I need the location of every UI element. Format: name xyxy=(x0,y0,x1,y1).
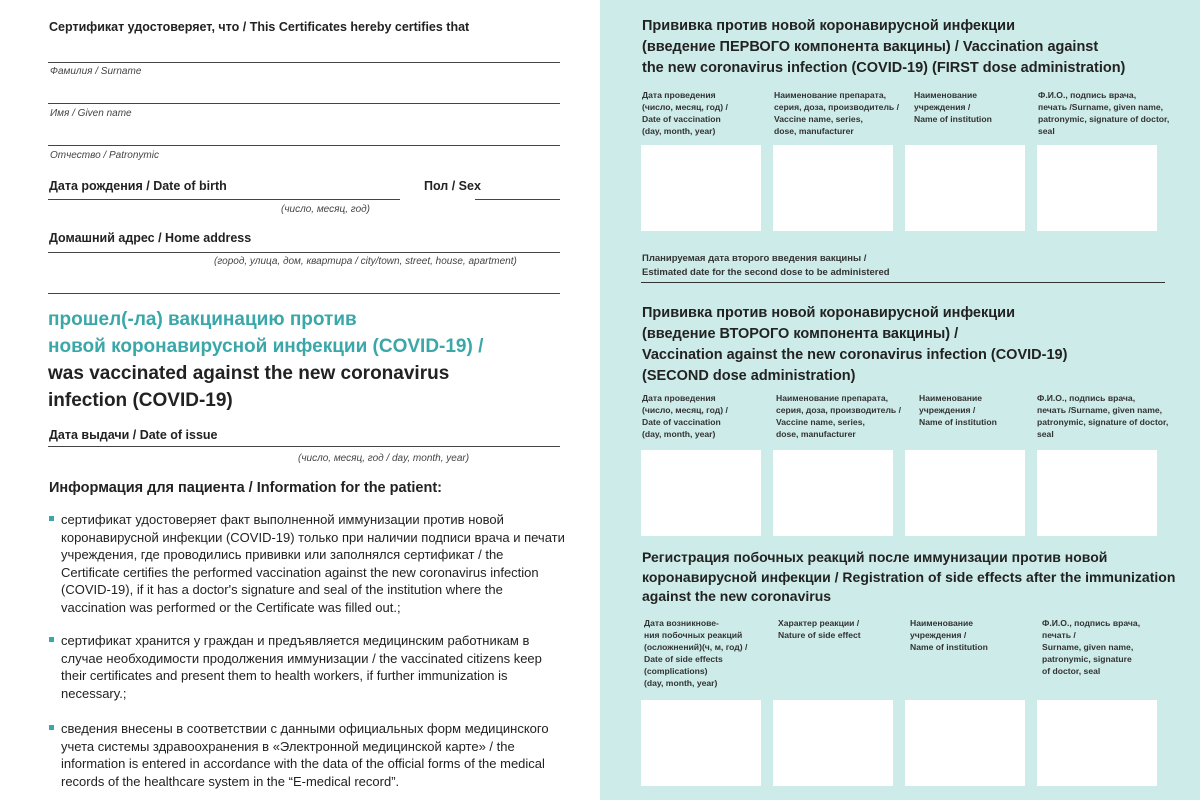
second-dose-vaccine-box xyxy=(773,450,893,536)
sex-line xyxy=(475,199,560,200)
first-dose-doctor-box xyxy=(1037,145,1157,231)
first-dose-col-vaccine: Наименование препарата, серия, доза, производитель / Vaccine name, series, dose, manufacturer xyxy=(774,90,899,136)
patient-info-title: Информация для пациента / Information for the patient: xyxy=(49,480,443,496)
side-effects-col-doctor: Ф.И.О., подпись врача, печать / Surname, given name, patronymic, signature of doctor, seal xyxy=(1042,618,1141,676)
side-effects-institution-box xyxy=(905,700,1025,786)
issue-date-hint: (число, месяц, год / day, month, year) xyxy=(298,453,470,464)
sex-label: Пол / Sex xyxy=(424,179,481,193)
surname-line xyxy=(48,62,560,63)
patronymic-label: Отчество / Patronymic xyxy=(50,150,159,161)
side-effects-col-institution: Наименование учреждения / Name of institution xyxy=(910,618,988,652)
address-label: Домашний адрес / Home address xyxy=(49,231,252,245)
side-effects-title: Регистрация побочных реакций после иммунизации против новой коронавирусной инфекции / Registration of side effects after the immunization against the new coronavirus xyxy=(642,549,1176,604)
side-effects-nature-box xyxy=(773,700,893,786)
first-dose-title: Прививка против новой коронавирусной инфекции (введение ПЕРВОГО компонента вакцины) / Vaccination against the new coronavirus infection (COVID-19) (FIRST dose administration) xyxy=(642,18,1126,76)
side-effects-col-nature: Характер реакции / Nature of side effect xyxy=(778,618,861,640)
bullet-marker-3 xyxy=(49,725,54,730)
first-dose-vaccine-box xyxy=(773,145,893,231)
info-bullet-2: сертификат хранится у граждан и предъявляется медицинским работникам в случае необходимости продолжения иммунизации / the vaccinated citizens keep their certificates and present them to health workers, if further immunization is necessary.; xyxy=(61,633,542,701)
certificate-header: Сертификат удостоверяет, что / This Certificates hereby certifies that xyxy=(49,20,470,34)
vaccinated-en-line-2: infection (COVID-19) xyxy=(48,390,233,411)
info-bullet-1: сертификат удостоверяет факт выполненной иммунизации против новой коронавирусной инфекции (COVID-19) только при наличии подписи врача и печати учреждения, где проводились прививки или заполнялся сертификат / the Certificate certifies the performed vaccination against the new coronavirus infection (COVID-19), if it has a doctor's signature and seal of the institution where the vaccination was performed or the Certificate was filled out.; xyxy=(61,512,565,615)
address-hint: (город, улица, дом, квартира / city/town, street, house, apartment) xyxy=(214,256,517,267)
second-dose-col-date: Дата проведения (число, месяц, год) / Date of vaccination (day, month, year) xyxy=(642,393,728,439)
certificate-right-page xyxy=(600,0,1200,800)
first-dose-col-doctor: Ф.И.О., подпись врача, печать /Surname, given name, patronymic, signature of doctor, seal xyxy=(1038,90,1170,136)
first-dose-date-box xyxy=(641,145,761,231)
second-dose-title: Прививка против новой коронавирусной инфекции (введение ВТОРОГО компонента вакцины) / Vaccination against the new coronavirus infection (COVID-19) (SECOND dose administration) xyxy=(642,305,1068,384)
side-effects-col-date: Дата возникнове- ния побочных реакций (осложнений)(ч, м, год) / Date of side effects (complications) (day, month, year) xyxy=(644,618,748,688)
given-name-line xyxy=(48,103,560,104)
planned-second-dose-label: Планируемая дата второго введения вакцины / Estimated date for the second dose to be administered xyxy=(642,253,890,278)
second-dose-col-vaccine: Наименование препарата, серия, доза, производитель / Vaccine name, series, dose, manufacturer xyxy=(776,393,901,439)
address-line xyxy=(48,252,560,253)
given-name-label: Имя / Given name xyxy=(50,108,132,119)
address-line-2 xyxy=(48,293,560,294)
second-dose-doctor-box xyxy=(1037,450,1157,536)
second-dose-date-box xyxy=(641,450,761,536)
bullet-marker-2 xyxy=(49,637,54,642)
first-dose-col-date: Дата проведения (число, месяц, год) / Date of vaccination (day, month, year) xyxy=(642,90,728,136)
vaccinated-en-line-1: was vaccinated against the new coronavirus xyxy=(48,363,450,384)
dob-label: Дата рождения / Date of birth xyxy=(49,179,227,193)
second-dose-institution-box xyxy=(905,450,1025,536)
second-dose-col-doctor: Ф.И.О., подпись врача, печать /Surname, given name, patronymic, signature of doctor, seal xyxy=(1037,393,1169,439)
side-effects-date-box xyxy=(641,700,761,786)
info-bullet-3: сведения внесены в соответствии с данными официальных форм медицинского учета системы здравоохранения в «Электронной медицинской карте» / the information is entered in accordance with the data of the official forms of the medical records of the healthcare system in the “E-medical record”. xyxy=(61,721,549,789)
side-effects-doctor-box xyxy=(1037,700,1157,786)
vaccinated-ru-line-2: новой коронавирусной инфекции (COVID-19) / xyxy=(48,336,484,357)
planned-second-dose-line xyxy=(641,282,1165,283)
patronymic-line xyxy=(48,145,560,146)
second-dose-col-institution: Наименование учреждения / Name of institution xyxy=(919,393,997,427)
bullet-marker-1 xyxy=(49,516,54,521)
vaccinated-ru-line-1: прошел(-ла) вакцинацию против xyxy=(48,309,357,330)
issue-date-line xyxy=(48,446,560,447)
dob-line xyxy=(48,199,400,200)
first-dose-institution-box xyxy=(905,145,1025,231)
dob-hint: (число, месяц, год) xyxy=(281,204,370,215)
first-dose-col-institution: Наименование учреждения / Name of institution xyxy=(914,90,992,124)
issue-date-label: Дата выдачи / Date of issue xyxy=(49,428,218,442)
surname-label: Фамилия / Surname xyxy=(50,66,142,77)
